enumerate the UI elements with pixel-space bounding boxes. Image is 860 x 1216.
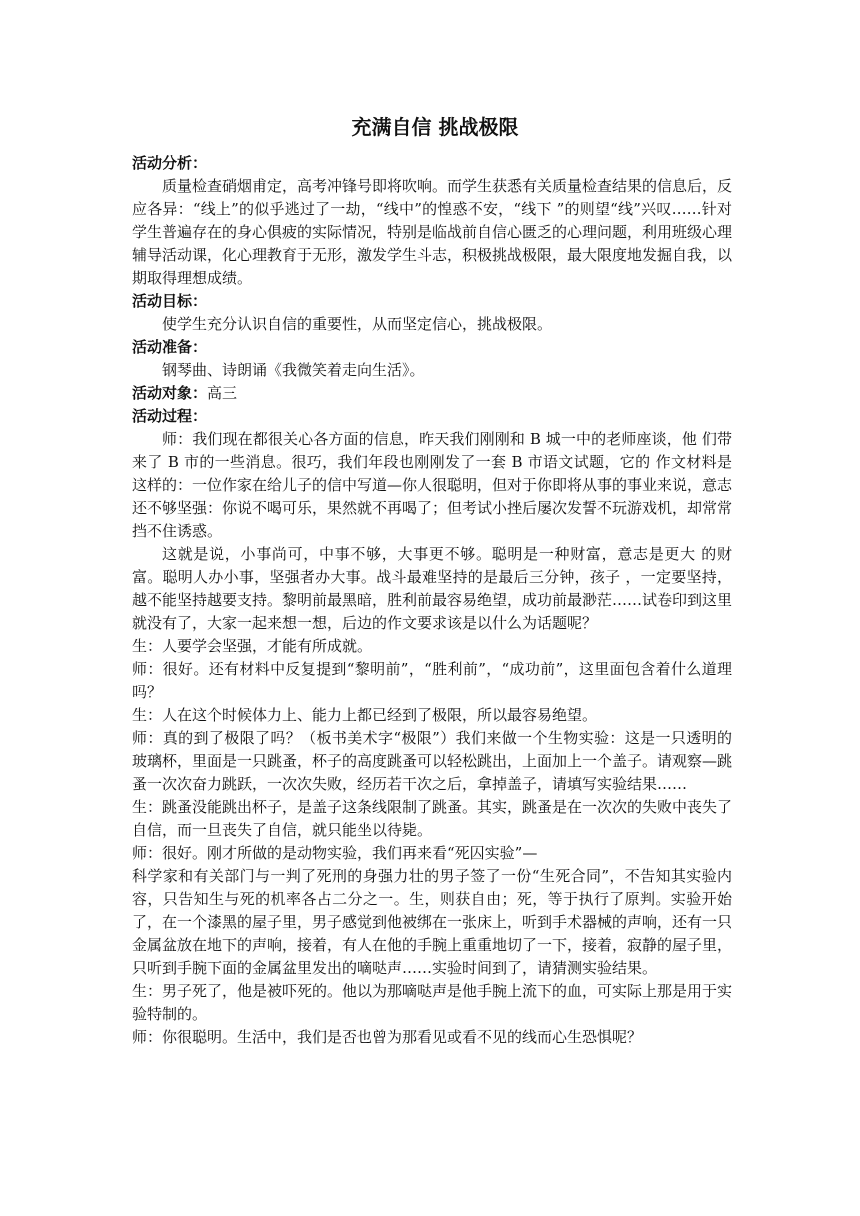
dialogue-line: 师：很好。还有材料中反复提到“黎明前”，“胜利前”，“成功前”，这里面包含着什么道理吗？ — [132, 660, 732, 701]
document-title: 充满自信 挑战极限 — [351, 115, 519, 139]
analysis-paragraph: 质量检查硝烟甫定，高考冲锋号即将吹响。而学生获悉有关质量检查结果的信息后，反应各异：“线上”的似乎逃过了一劫，“线中”的惶惑不安，“线下 ”的则望“线”兴叹……针对学生普遍存在的身心俱疲的实际情况，特别是临战前自信心匮乏的心理问题，利用班级心理辅导活动课，化心理教育于无形，激发学生斗志，积极挑战极限，最大限度地发掘自我，以期取得理想成绩。 — [132, 177, 733, 287]
prep-paragraph: 钢琴曲、诗朗诵《我微笑着走向生活》。 — [162, 361, 425, 379]
goal-paragraph: 使学生充分认识自信的重要性，从而坚定信心，挑战极限。 — [162, 315, 553, 333]
dialogue-line: 生：人要学会坚强，才能有所成就。 — [132, 637, 373, 655]
analysis-heading: 活动分析： — [132, 154, 208, 172]
document-page — [132, 112, 732, 1049]
dialogue-line: 生：人在这个时候体力上、能力上都已经到了极限，所以最容易绝望。 — [132, 706, 598, 724]
dialogue-line: 师：真的到了极限了吗？（板书美术字“极限”）我们来做一个生物实验：这是一只透明的玻璃杯，里面是一只跳蚤，杯子的高度跳蚤可以轻松跳出，上面加上一个盖子。请观察—跳蚤一次次奋力跳跃，一次次失败，经历若干次之后，拿掉盖子，请填写实验结果…… — [132, 729, 733, 793]
process-heading: 活动过程： — [132, 407, 208, 425]
process-paragraph: 这就是说，小事尚可，中事不够，大事更不够。聪明是一种财富，意志是更大 的财富。聪明人办小事，坚强者办大事。战斗最难坚持的是最后三分钟，孩子 ，一定要坚持，越不能坚持越要支持。黎明前最黑暗，胜利前最容易绝望，成功前最渺茫……试卷印到这里就没有了，大家一起来想一想，后边的作文要求该是以什么为话题呢？ — [132, 545, 733, 632]
dialogue-line: 生：男子死了，他是被吓死的。他以为那嘀哒声是他手腕上流下的血，可实际上那是用于实验特制的。 — [132, 982, 733, 1023]
target-value: 高三 — [207, 384, 238, 402]
dialogue-line: 科学家和有关部门与一判了死刑的身强力壮的男子签了一份“生死合同”，不告知其实验内容，只告知生与死的机率各占二分之一。生，则获自由；死，等于执行了原判。实验开始了，在一个漆黑的屋子里，男子感觉到他被绑在一张床上，听到手术器械的声响，还有一只金属盆放在地下的声响，接着，有人在他的手腕上重重地切了一下，接着，寂静的屋子里，只听到手腕下面的金属盆里发出的嘀哒声……实验时间到了，请猜测实验结果。 — [132, 867, 733, 977]
target-line — [132, 382, 732, 405]
dialogue-line: 师：你很聪明。生活中，我们是否也曾为那看见或看不见的线而心生恐惧呢？ — [132, 1028, 643, 1046]
target-heading: 活动对象： — [132, 384, 208, 402]
dialogue-line: 生：跳蚤没能跳出杯子，是盖子这条线限制了跳蚤。其实，跳蚤是在一次次的失败中丧失了自信，而一旦丧失了自信，就只能坐以待毙。 — [132, 798, 733, 839]
prep-heading: 活动准备： — [132, 338, 208, 356]
goal-heading: 活动目标： — [132, 292, 208, 310]
dialogue-line: 师：很好。刚才所做的是动物实验，我们再来看“死囚实验”— — [132, 844, 538, 862]
process-paragraph: 师：我们现在都很关心各方面的信息，昨天我们刚刚和 B 城一中的老师座谈，他 们带来了 B 市的一些消息。很巧，我们年段也刚刚发了一套 B 市语文试题，它的 作文材料是这样的：一位作家在给儿子的信中写道—你人很聪明，但对于你即将从事的事业来说，意志还不够坚强：你说不喝可乐，果然就不再喝了；但考试小挫后屡次发誓不玩游戏机，却常常挡不住诱惑。 — [132, 430, 733, 540]
